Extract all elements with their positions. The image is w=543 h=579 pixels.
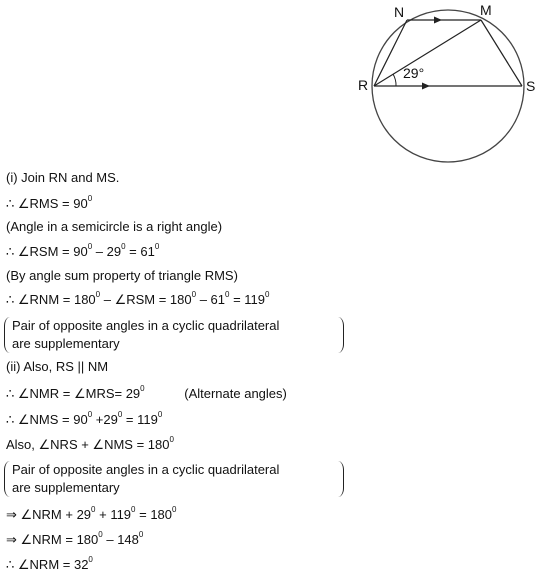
rsm-equation: ∴ ∠RSM = $90^0 - 29^0 = 61^0$ <box>6 242 160 259</box>
cyclic-quadrilateral-figure <box>350 0 543 165</box>
reason-alternate: (Alternate angles) <box>184 386 287 401</box>
reason-cyclic-2: Pair of opposite angles in a cyclic quadrilateral are supplementary <box>4 461 344 497</box>
nms-equation: ∴ ∠NMS = $90^0 +29^0 = 119^0$ <box>6 410 163 427</box>
nrm-subtract-equation: ⇒ ∠NRM = $180^0 - 148^0$ <box>6 530 144 547</box>
label-m: M <box>480 2 492 18</box>
rnm-equation: ∴ ∠RNM = $180^0$ – ∠RSM = $180^0 - 61^0 = 119^0$ <box>6 290 270 307</box>
arrow-nm <box>434 17 442 24</box>
label-s: S <box>526 78 536 94</box>
label-r: R <box>358 77 369 93</box>
angle-arc <box>393 74 396 86</box>
rms-equation: ∴ ∠RMS = $90^0$ <box>6 194 93 211</box>
nrs-nms-sum: Also, ∠NRS + ∠NMS = $180^0$ <box>6 435 174 452</box>
nrm-sum-equation: ⇒ ∠NRM + $29^0 + 119^0 = 180^0$ <box>6 505 177 522</box>
arrow-rs <box>422 83 430 90</box>
nrm-final-answer: ∴ ∠NRM = $32^0$ <box>6 555 93 572</box>
step-i-join: (i) Join RN and MS. <box>6 170 120 185</box>
reason-angle-sum: (By angle sum property of triangle RMS) <box>6 268 238 283</box>
reason-cyclic-1: Pair of opposite angles in a cyclic quadrilateral are supplementary <box>4 317 344 353</box>
nmr-equation: ∴ ∠NMR = ∠MRS= $29^0$ (Alternate angles) <box>6 384 287 401</box>
step-ii-parallel: (ii) Also, RS || NM <box>6 359 109 374</box>
label-n: N <box>394 4 405 20</box>
angle-label: 29° <box>403 65 425 81</box>
reason-semicircle: (Angle in a semicircle is a right angle) <box>6 219 223 234</box>
